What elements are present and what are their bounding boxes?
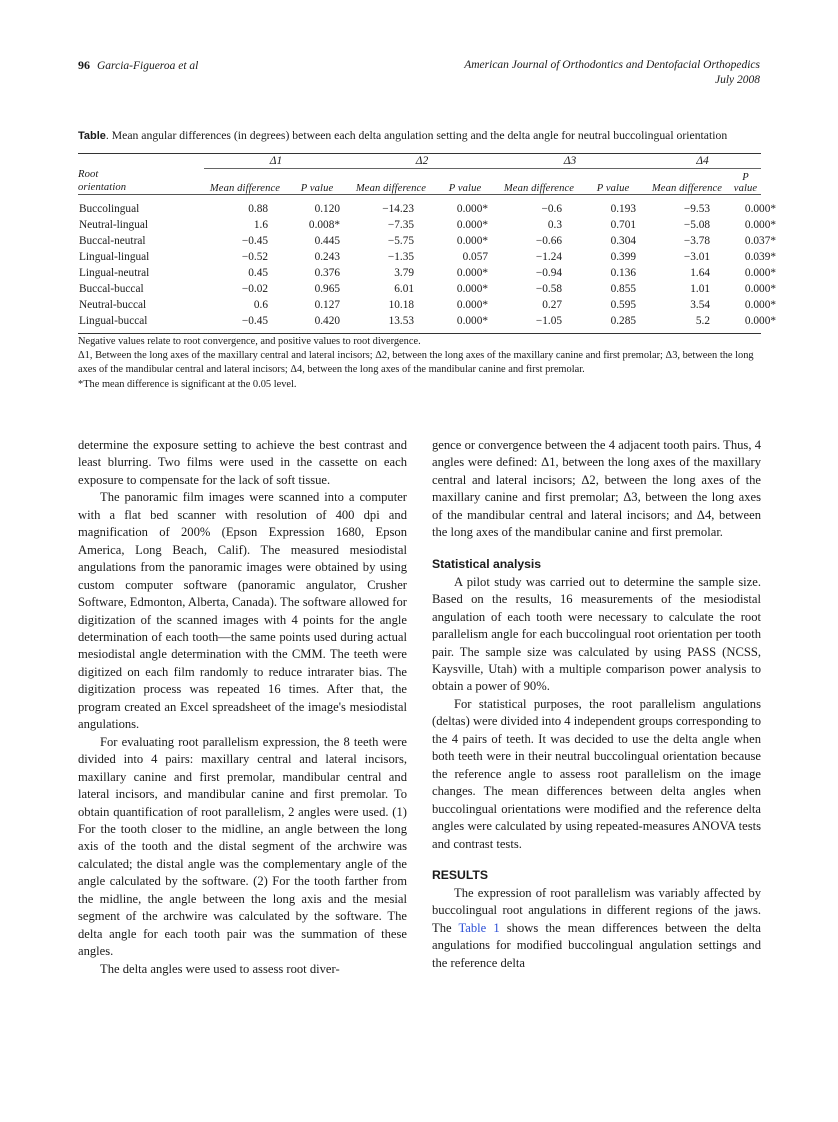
table-cell-number: −0.66 bbox=[535, 235, 562, 247]
table-cell-value bbox=[582, 265, 644, 281]
table-cell-value bbox=[286, 297, 348, 313]
table-group-header-row bbox=[78, 155, 761, 167]
table-cell-value bbox=[204, 281, 286, 297]
col-header-mean-4: Mean difference bbox=[651, 183, 723, 194]
table-row bbox=[78, 281, 761, 297]
table-cell-value bbox=[434, 297, 496, 313]
table-cell-value bbox=[582, 313, 644, 334]
table-cell-number: 10.18 bbox=[388, 299, 414, 311]
table-cell-number: −3.01 bbox=[683, 251, 710, 263]
col-header-mean-1: Mean difference bbox=[209, 183, 281, 194]
table-cell-number: 0.000* bbox=[744, 203, 776, 215]
heading-results: RESULTS bbox=[432, 867, 488, 882]
table-caption bbox=[78, 128, 761, 145]
table-cell-value bbox=[434, 313, 496, 334]
table-cell-value bbox=[730, 297, 776, 313]
paragraph-pilot-study: A pilot study was carried out to determine the sample size. Based on the results, 16 measurements of the mesiodistal angulation of each tooth were necessary to calculate the root parallelism angle for each buccolingual root orientation per tooth pair. The sample size was calculated by using PASS (NCSS, Kaysville, Utah) with a multiple comparison power analysis to obtain a power of 90%. bbox=[432, 574, 761, 694]
table-cell-number: 0.127 bbox=[314, 299, 340, 311]
row-header-line2: orientation bbox=[78, 182, 127, 193]
table-cell-value bbox=[348, 265, 434, 281]
table-footnotes bbox=[78, 335, 761, 392]
table-cell-number: −0.6 bbox=[541, 203, 562, 215]
table-cell-number: 0.136 bbox=[610, 267, 636, 279]
table-cell-orientation: Buccal-buccal bbox=[79, 283, 144, 295]
issue-date: July 2008 bbox=[714, 74, 760, 86]
table-row bbox=[78, 313, 761, 334]
table-cell-number: 1.6 bbox=[253, 219, 268, 231]
table-cell-value bbox=[434, 217, 496, 233]
table-cell-number: −0.45 bbox=[241, 235, 268, 247]
table-cell-value bbox=[496, 233, 582, 249]
table-cell-number: −0.94 bbox=[535, 267, 562, 279]
table-cell-value bbox=[730, 196, 776, 217]
footnote-negative-values: Negative values relate to root convergence, and positive values to root divergence. bbox=[78, 336, 421, 347]
table-cell-number: 1.01 bbox=[690, 283, 710, 295]
table-cell-value bbox=[644, 297, 730, 313]
table-cell-orientation: Neutral-buccal bbox=[79, 299, 147, 311]
paragraph-delta-angles-partial: The delta angles were used to assess root diver- bbox=[100, 961, 340, 976]
table-cell-number: 0.595 bbox=[610, 299, 636, 311]
table-cell-number: 0.420 bbox=[314, 315, 340, 327]
table-cell-number: 0.000* bbox=[744, 299, 776, 311]
table-cell-number: 0.000* bbox=[744, 315, 776, 327]
table-cell-value bbox=[730, 217, 776, 233]
table-cell-number: 0.45 bbox=[248, 267, 268, 279]
table-row bbox=[78, 249, 761, 265]
table-cell-number: 0.057 bbox=[462, 251, 488, 263]
table-cell-number: 0.000* bbox=[456, 219, 488, 231]
table-head bbox=[78, 153, 761, 196]
table-cell-value bbox=[204, 249, 286, 265]
table-cell-value bbox=[286, 281, 348, 297]
group-header-delta1: Δ1 bbox=[269, 154, 283, 167]
table-cell-number: 0.000* bbox=[456, 203, 488, 215]
table-cell-number: 0.3 bbox=[547, 219, 562, 231]
table-cell-value bbox=[434, 265, 496, 281]
col-header-mean-3: Mean difference bbox=[503, 183, 575, 194]
col-header-p-2: P value bbox=[448, 183, 482, 194]
table-cell-value bbox=[348, 297, 434, 313]
table-cell-number: −3.78 bbox=[683, 235, 710, 247]
table-cell-number: 0.88 bbox=[248, 203, 268, 215]
table-cell-orientation: Lingual-neutral bbox=[79, 267, 150, 279]
table-cell-number: −1.24 bbox=[535, 251, 562, 263]
table-cell-value bbox=[286, 249, 348, 265]
group-header-spacer bbox=[78, 155, 204, 167]
table-cell-number: −5.75 bbox=[387, 235, 414, 247]
table-cell-number: 0.008* bbox=[308, 219, 340, 231]
page-number: 96 bbox=[78, 58, 90, 72]
table-cell-number: 13.53 bbox=[388, 315, 414, 327]
table-cell-number: 0.000* bbox=[456, 267, 488, 279]
table-cell-value bbox=[204, 265, 286, 281]
table-cell-number: 5.2 bbox=[695, 315, 710, 327]
table-cell-number: −0.58 bbox=[535, 283, 562, 295]
table-cell-number: 0.000* bbox=[744, 219, 776, 231]
body-column-right bbox=[432, 437, 761, 972]
table-cell-number: 0.701 bbox=[610, 219, 636, 231]
table-cell-number: 0.037* bbox=[744, 235, 776, 247]
table-cell-number: −0.45 bbox=[241, 315, 268, 327]
table-cell-number: −14.23 bbox=[382, 203, 414, 215]
table-cell-number: 3.79 bbox=[394, 267, 414, 279]
body-column-left bbox=[78, 437, 407, 978]
paragraph-statistical-purposes: For statistical purposes, the root parallelism angulations (deltas) were divided into 4 independent groups corresponding to the 4 pairs of teeth. It was decided to use the delta angle when both teeth were in their neutral buccolingual orientation because the reference angle to assess root parallelism on the image changes. The mean differences between delta angles when buccolingual orientations were modified and the reference delta angles were calculated by using repeated-measures ANOVA tests and contrast tests. bbox=[432, 696, 761, 851]
table-row bbox=[78, 297, 761, 313]
table-cell-number: 0.965 bbox=[314, 283, 340, 295]
table-cell-value bbox=[496, 249, 582, 265]
table-1-link[interactable]: Table 1 bbox=[458, 920, 500, 935]
table-cell-value bbox=[348, 233, 434, 249]
table-cell-number: −1.05 bbox=[535, 315, 562, 327]
table-cell-value bbox=[582, 196, 644, 217]
table-cell-number: 0.855 bbox=[610, 283, 636, 295]
paragraph-results-opening bbox=[432, 885, 761, 972]
table-cell-value bbox=[730, 281, 776, 297]
table-cell-value bbox=[348, 196, 434, 217]
table-cell-value bbox=[286, 196, 348, 217]
table-foot bbox=[78, 334, 761, 392]
table-cell-number: 0.27 bbox=[542, 299, 562, 311]
paragraph-root-parallelism-pairs: For evaluating root parallelism expression, the 8 teeth were divided into 4 pairs: maxillary central and lateral incisors, maxillary canine and first premolar, mandibular central and lateral incisors, and mandibular canine and first premolar. To obtain quantification of root parallelism, 2 angles were used. (1) For the tooth closer to the midline, an angle between the long axis of the tooth and the distal segment of the archwire was calculated; the distal angle was the complementary angle of the angle calculated by the software. (2) For the tooth farther from the midline, the angle between the long axis and the mesial segment of the archwire was calculated by the software. The delta angle for each tooth pair was the summation of these angles. bbox=[78, 734, 407, 959]
running-head-authors: Garcia-Figueroa et al bbox=[97, 60, 199, 72]
group-header-delta4: Δ4 bbox=[696, 154, 709, 167]
table-cell-value bbox=[644, 217, 730, 233]
table-cell-orientation: Neutral-lingual bbox=[79, 219, 149, 231]
table-cell-number: 0.6 bbox=[253, 299, 268, 311]
table-cell-value bbox=[434, 196, 496, 217]
table-cell-value bbox=[730, 233, 776, 249]
table-cell-value bbox=[496, 281, 582, 297]
table-cell-number: 3.54 bbox=[690, 299, 710, 311]
running-head-left bbox=[78, 58, 198, 74]
table-cell-number: 0.039* bbox=[744, 251, 776, 263]
table-cell-number: −1.35 bbox=[387, 251, 414, 263]
table-cell-number: 0.000* bbox=[456, 235, 488, 247]
table-cell-number: −0.02 bbox=[241, 283, 268, 295]
col-header-p-4: P value bbox=[733, 172, 758, 194]
row-header-label bbox=[78, 168, 204, 195]
table-cell-number: 0.000* bbox=[456, 283, 488, 295]
running-head bbox=[78, 58, 760, 98]
table-column-header-row bbox=[78, 168, 761, 195]
table-cell-number: 6.01 bbox=[394, 283, 414, 295]
table-cell-number: 0.285 bbox=[610, 315, 636, 327]
table-cell-number: 0.000* bbox=[744, 267, 776, 279]
table-cell-number: −7.35 bbox=[387, 219, 414, 231]
table-cell-value bbox=[644, 265, 730, 281]
table-cell-value bbox=[348, 249, 434, 265]
table-cell-number: −5.08 bbox=[683, 219, 710, 231]
table-block bbox=[78, 128, 776, 392]
table-cell-value bbox=[730, 313, 776, 334]
table-cell-value bbox=[730, 249, 776, 265]
heading-statistical-analysis: Statistical analysis bbox=[432, 556, 542, 571]
table-cell-value bbox=[582, 249, 644, 265]
table-cell-value bbox=[496, 297, 582, 313]
col-header-mean-2: Mean difference bbox=[355, 183, 427, 194]
paragraph-panoramic-scanning: The panoramic film images were scanned into a computer with a flat bed scanner with resolution of 400 dpi and magnification of 200% (Epson Expression 1680, Epson America, Long Beach, Calif). The measured mesiodistal angulations from the panoramic images were obtained by using custom computer software (panoramic angulator, Crusher Software, Edmonton, Alberta, Canada). The software allowed for digitization of the scanned images with 4 points for the angle determination of each tooth—the same points used during actual mesiodistal angle determination with the CMM. The teeth were digitized on each film randomly to reduce intrarater bias. The digitization process was repeated 16 times. After that, the program created an Excel spreadsheet of the image's mesiodistal angulations. bbox=[78, 490, 407, 732]
table-cell-number: 1.64 bbox=[690, 267, 710, 279]
table-cell-orientation: Lingual-buccal bbox=[79, 315, 148, 327]
table-cell-number: 0.120 bbox=[314, 203, 340, 215]
table-cell-value bbox=[204, 297, 286, 313]
table-cell-value bbox=[644, 233, 730, 249]
table-cell-value bbox=[496, 217, 582, 233]
table-row bbox=[78, 196, 761, 217]
table-cell-number: 0.304 bbox=[610, 235, 636, 247]
table-cell-value bbox=[644, 281, 730, 297]
table-cell-value bbox=[496, 196, 582, 217]
table-cell-value bbox=[582, 233, 644, 249]
table-cell-orientation: Buccolingual bbox=[79, 203, 140, 215]
results-table bbox=[78, 153, 776, 392]
table-cell-number: 0.376 bbox=[314, 267, 340, 279]
table-cell-value bbox=[434, 249, 496, 265]
table-footnotes-row bbox=[78, 335, 761, 392]
table-cell-value bbox=[204, 217, 286, 233]
table-cell-orientation: Lingual-lingual bbox=[79, 251, 150, 263]
table-cell-value bbox=[348, 313, 434, 334]
table-cell-value bbox=[582, 281, 644, 297]
table-cell-number: 0.000* bbox=[456, 299, 488, 311]
table-row bbox=[78, 233, 761, 249]
results-text-before-link: The expression of root parallelism was variably affected by buccolingual root angulations in different regions of the jaws. The bbox=[432, 885, 761, 935]
table-body bbox=[78, 196, 776, 334]
table-cell-number: 0.193 bbox=[610, 203, 636, 215]
table-cell-value bbox=[204, 196, 286, 217]
table-caption-text: . Mean angular differences (in degrees) between each delta angulation setting and the delta angle for neutral buccolingual orientation bbox=[105, 129, 728, 142]
table-cell-value bbox=[286, 265, 348, 281]
table-cell-value bbox=[434, 281, 496, 297]
group-header-delta3: Δ3 bbox=[563, 154, 577, 167]
table-row bbox=[78, 265, 761, 281]
table-cell-value bbox=[286, 217, 348, 233]
table-cell-value bbox=[644, 313, 730, 334]
footnote-delta-definitions: Δ1, Between the long axes of the maxillary central and lateral incisors; Δ2, between the long axes of the maxillary canine and first premolar; Δ3, between the long axes of the mandibular central and lateral incisors; Δ4, between the long axes of the mandibular canine and first premolar. bbox=[78, 350, 754, 376]
col-header-p-1: P value bbox=[300, 183, 334, 194]
results-text-after-link: shows the mean differences between the delta angulations for modified buccolingual angulation settings and the reference delta bbox=[432, 920, 761, 970]
table-cell-number: 0.000* bbox=[744, 283, 776, 295]
paragraph-continued-left: determine the exposure setting to achieve the best contrast and least blurring. Two films were used in the cassette on each exposure to compensate for the lack of soft tissue. bbox=[78, 438, 407, 487]
table-cell-value bbox=[204, 313, 286, 334]
table-cell-value bbox=[582, 217, 644, 233]
table-cell-orientation: Buccal-neutral bbox=[79, 235, 146, 247]
table-cell-value bbox=[496, 313, 582, 334]
paragraph-continued-right: gence or convergence between the 4 adjacent tooth pairs. Thus, 4 angles were defined: Δ1, between the long axes of the maxillary central and lateral incisors; Δ2, between the long axes of the maxillary canine and first premolar; Δ3, between the long axes of the mandibular central and lateral incisors; and Δ4, between the long axes of the mandibular canine and first premolar. bbox=[432, 438, 761, 540]
table-cell-number: −0.52 bbox=[241, 251, 268, 263]
table-cell-number: 0.445 bbox=[314, 235, 340, 247]
journal-title: American Journal of Orthodontics and Dentofacial Orthopedics bbox=[464, 59, 760, 71]
table-cell-number: 0.243 bbox=[314, 251, 340, 263]
row-header-line1: Root bbox=[78, 169, 99, 180]
table-row bbox=[78, 217, 761, 233]
table-cell-number: 0.000* bbox=[456, 315, 488, 327]
table-cell-value bbox=[434, 233, 496, 249]
table-cell-value bbox=[348, 281, 434, 297]
table-cell-value bbox=[348, 217, 434, 233]
running-head-right bbox=[464, 58, 760, 88]
table-cell-value bbox=[644, 196, 730, 217]
table-cell-value bbox=[204, 233, 286, 249]
table-cell-number: −9.53 bbox=[683, 203, 710, 215]
table-caption-label: Table bbox=[78, 130, 106, 142]
group-header-delta2: Δ2 bbox=[415, 154, 429, 167]
table-cell-value bbox=[286, 233, 348, 249]
table-cell-value bbox=[286, 313, 348, 334]
footnote-significance: *The mean difference is significant at the 0.05 level. bbox=[78, 378, 297, 390]
table-cell-value bbox=[496, 265, 582, 281]
table-cell-value bbox=[582, 297, 644, 313]
table-cell-value bbox=[730, 265, 776, 281]
col-header-p-3: P value bbox=[596, 183, 630, 194]
table-cell-number: 0.399 bbox=[610, 251, 636, 263]
table-cell-value bbox=[644, 249, 730, 265]
